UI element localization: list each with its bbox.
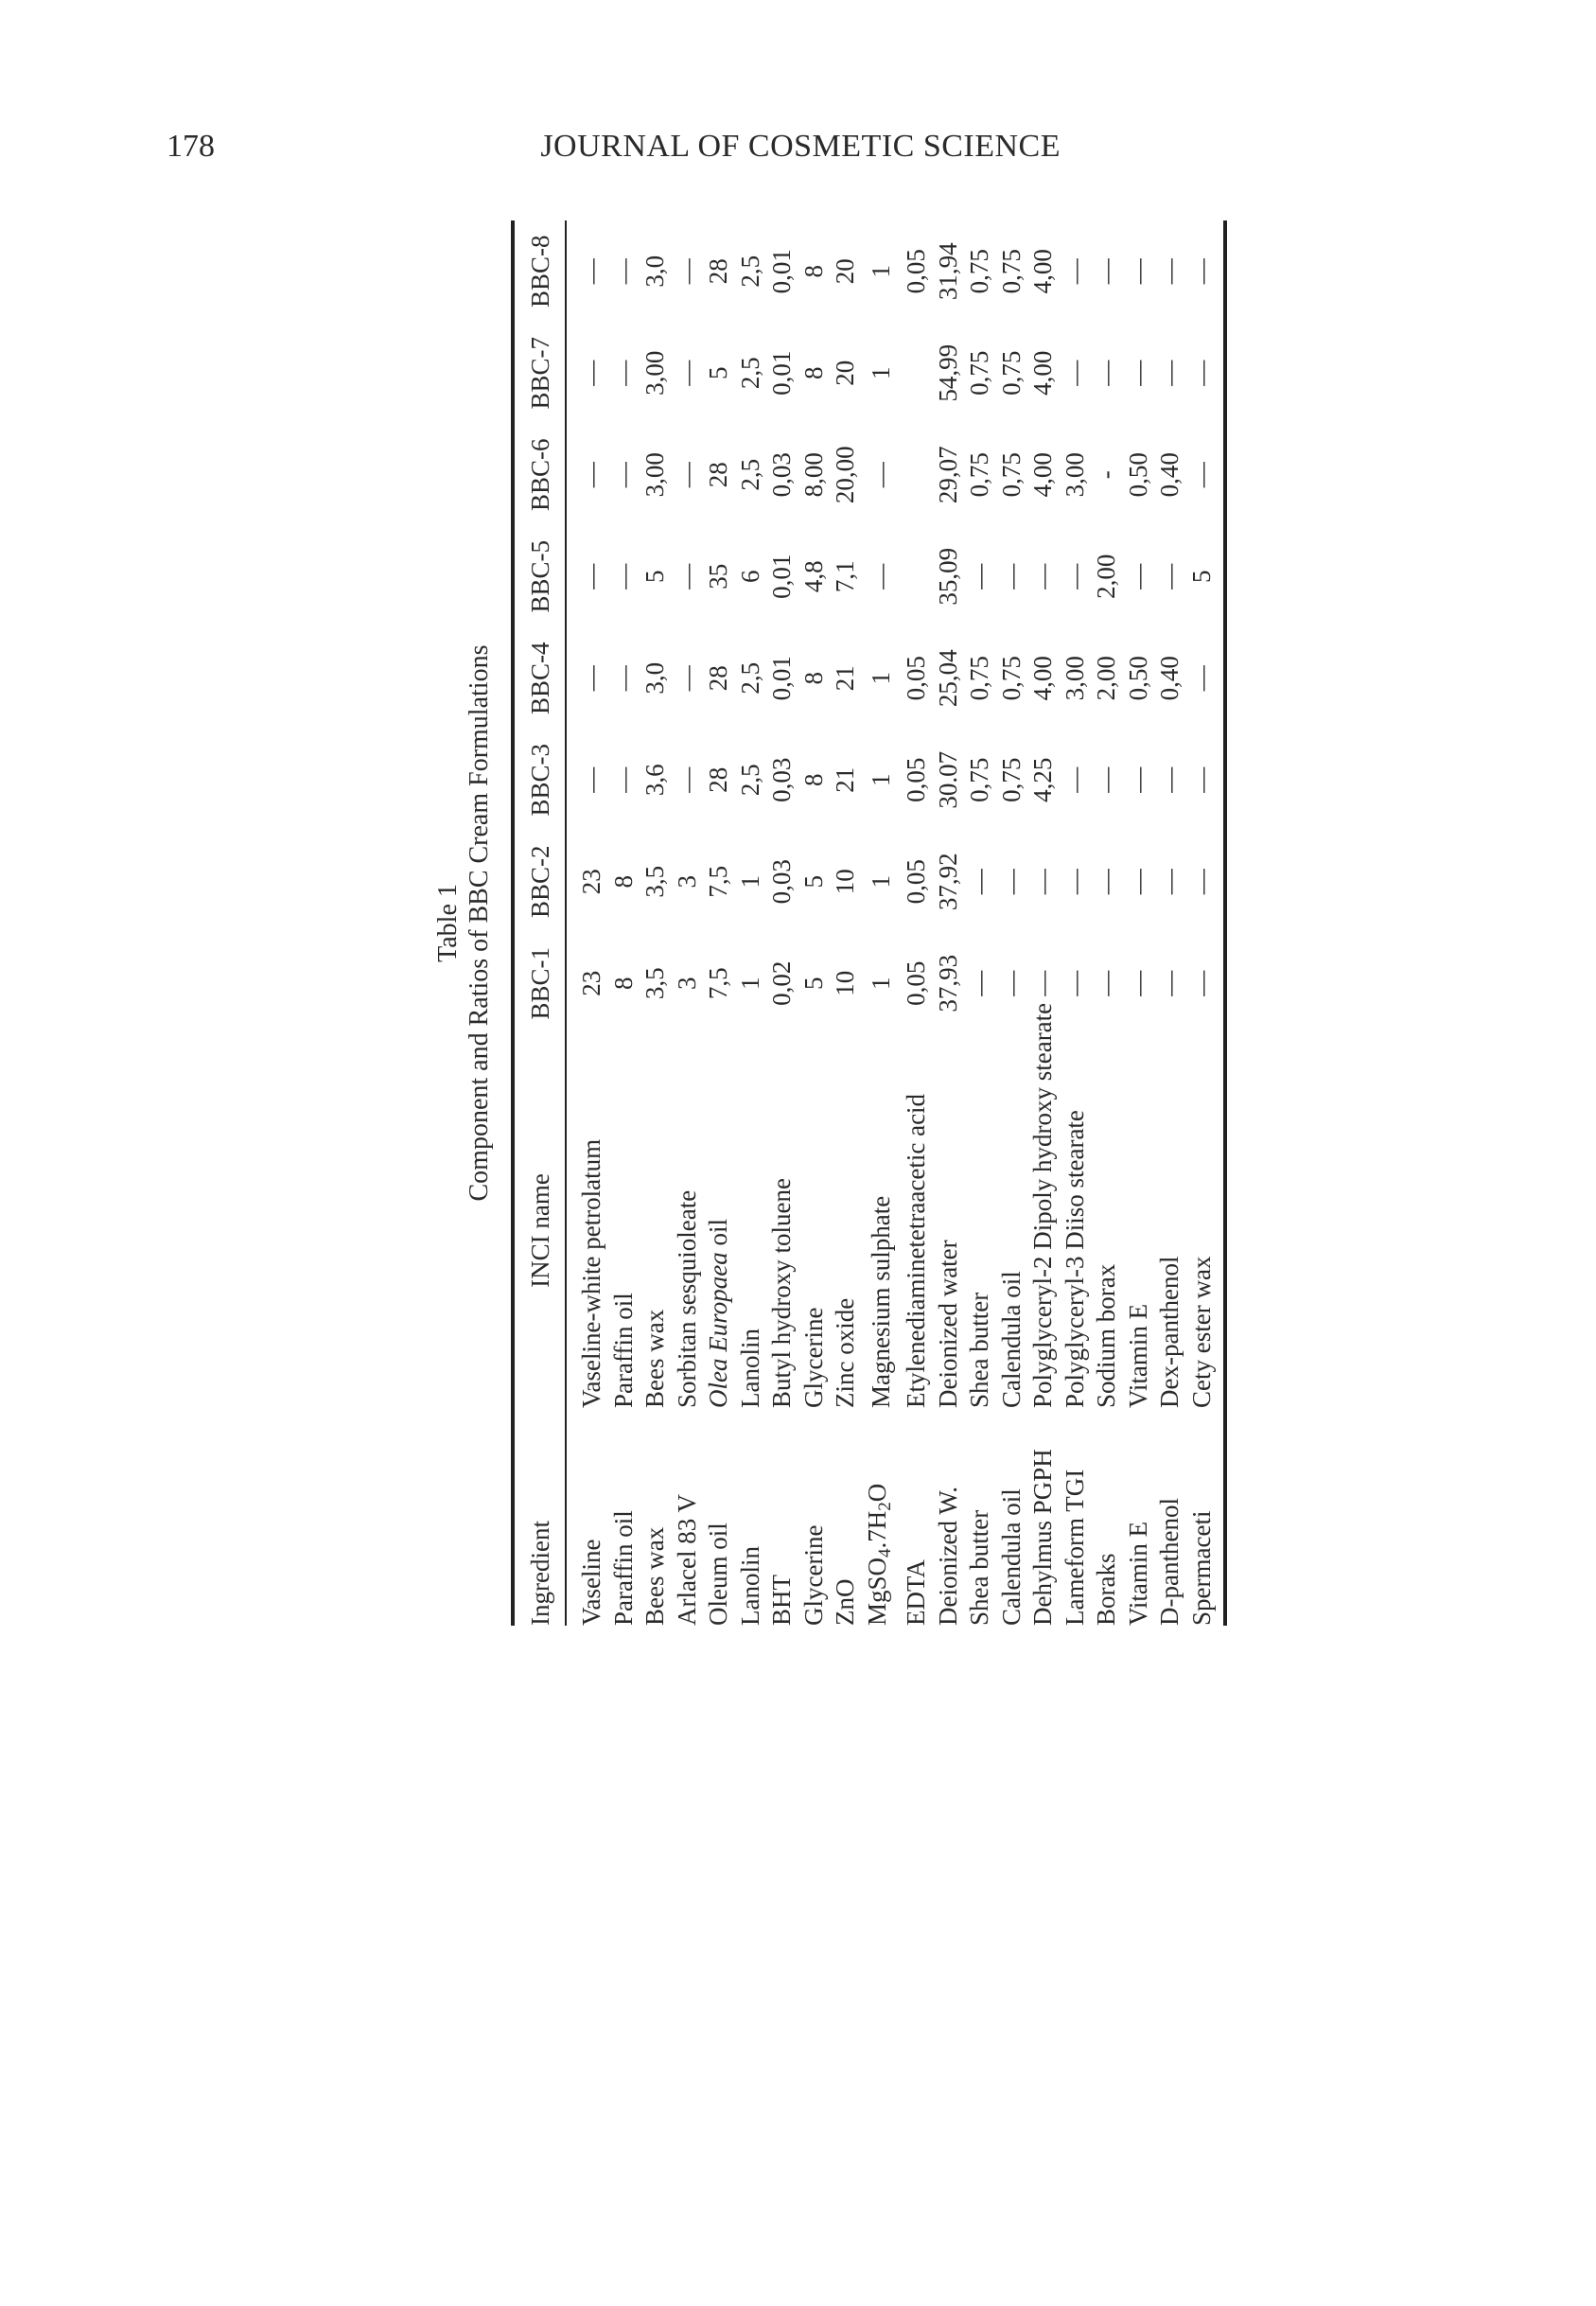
inci-cell: Cety ester wax	[1186, 1256, 1216, 1408]
value-cell: 20	[831, 258, 859, 285]
value-cell: 5	[1186, 570, 1216, 583]
column-header: BBC-1	[526, 946, 554, 1020]
value-cell: 8	[608, 875, 638, 889]
value-cell: 54,99	[933, 343, 962, 402]
value-cell: —	[965, 563, 993, 590]
value-cell: 28	[704, 258, 732, 285]
value-cell: 1	[866, 773, 895, 786]
inci-cell: Lanolin	[735, 1329, 764, 1408]
value-cell: 0,50	[1123, 656, 1152, 701]
value-cell: —	[672, 258, 701, 285]
value-cell: —	[1123, 970, 1152, 996]
value-cell: 3,5	[640, 865, 669, 898]
value-cell: —	[1186, 360, 1216, 386]
value-cell: —	[672, 665, 701, 692]
value-cell: 21	[831, 665, 859, 692]
value-cell: 20,00	[831, 446, 859, 504]
ingredient-cell: Shea butter	[965, 1509, 993, 1626]
inci-cell: Magnesium sulphate	[866, 1195, 895, 1408]
value-cell: —	[996, 563, 1026, 590]
ingredient-subscript: 4	[874, 1548, 895, 1558]
value-cell: 10	[831, 869, 859, 895]
value-cell: 4,8	[798, 560, 828, 593]
value-cell: 3,0	[640, 255, 669, 288]
value-cell: —	[608, 360, 638, 386]
ingredient-cell: ZnO	[831, 1578, 859, 1626]
value-cell: 0,05	[902, 960, 930, 1006]
ingredient-cell: Lanolin	[735, 1546, 764, 1626]
value-cell: —	[1155, 258, 1184, 285]
table-row	[1186, 220, 1219, 1626]
ingredient-cell: Calendula oil	[996, 1488, 1026, 1626]
value-cell: —	[1123, 563, 1152, 590]
value-cell: —	[1186, 258, 1216, 285]
inci-cell: Glycerine	[798, 1307, 828, 1408]
value-cell: 29,07	[933, 446, 962, 504]
value-cell: 8	[608, 977, 638, 990]
inci-cell: Dex-panthenol	[1155, 1256, 1184, 1408]
value-cell: —	[577, 563, 605, 590]
header-row	[515, 220, 565, 1626]
table-bottom-rule	[1223, 220, 1227, 1626]
value-cell: —	[1155, 563, 1184, 590]
value-cell: —	[1092, 766, 1120, 793]
inci-cell: Sodium borax	[1092, 1263, 1120, 1408]
table-title: Component and Ratios of BBC Cream Formulations	[465, 644, 494, 1202]
ingredient-cell: Lameform TGI	[1060, 1469, 1089, 1626]
ingredient-cell: EDTA	[902, 1559, 930, 1626]
table-row	[703, 220, 735, 1626]
table-row	[996, 220, 1028, 1626]
value-cell: —	[1060, 970, 1089, 996]
value-cell: 8	[798, 265, 828, 278]
ingredient-cell: Boraks	[1092, 1553, 1120, 1626]
value-cell: 0,75	[996, 656, 1026, 701]
value-cell: —	[672, 360, 701, 386]
column-header: BBC-7	[526, 336, 554, 410]
value-cell: 0,75	[965, 757, 993, 802]
value-cell: —	[608, 766, 638, 793]
ingredient-cell: Glycerine	[798, 1524, 828, 1626]
inci-cell: Polyglyceryl-2 Dipoly hydroxy stearate	[1028, 1002, 1057, 1408]
value-cell: 31,94	[933, 242, 962, 301]
inci-cell: Butyl hydroxy toluene	[767, 1178, 796, 1408]
value-cell: 0,05	[902, 757, 930, 802]
table-row	[933, 220, 965, 1626]
value-cell	[901, 323, 933, 425]
value-cell: —	[1123, 869, 1152, 895]
value-cell: 30.07	[933, 750, 962, 809]
value-cell: 8	[798, 773, 828, 786]
ingredient-cell: Oleum oil	[704, 1523, 732, 1626]
value-cell: 3	[672, 977, 701, 990]
value-cell: 2,5	[735, 458, 764, 491]
column-header: BBC-4	[526, 642, 554, 715]
value-cell: 0,05	[902, 859, 930, 905]
value-cell: 0,03	[767, 452, 796, 498]
inci-cell	[703, 1034, 735, 1427]
value-cell: —	[577, 766, 605, 793]
running-head: JOURNAL OF COSMETIC SCIENCE	[540, 129, 1061, 164]
value-cell: 7,1	[831, 560, 859, 593]
value-cell: 3,6	[640, 764, 669, 797]
value-cell: 0,02	[767, 960, 796, 1006]
value-cell: 0,40	[1155, 656, 1184, 701]
value-cell: 0,50	[1123, 452, 1152, 498]
value-cell: 5	[798, 875, 828, 889]
value-cell: —	[1060, 563, 1089, 590]
value-cell: —	[608, 258, 638, 285]
value-cell: —	[608, 563, 638, 590]
column-header: INCI name	[526, 1173, 554, 1288]
page-number: 178	[167, 129, 215, 164]
value-cell: 37,92	[933, 853, 962, 911]
value-cell: —	[1092, 869, 1120, 895]
table-row	[798, 220, 831, 1626]
value-cell: —	[1186, 766, 1216, 793]
value-cell: 28	[704, 462, 732, 488]
value-cell: 0,75	[996, 350, 1026, 396]
ingredient-cell: Spermaceti	[1186, 1510, 1216, 1626]
value-cell: 0,75	[965, 350, 993, 396]
value-cell: 2,5	[735, 357, 764, 390]
inci-cell: Bees wax	[640, 1309, 669, 1408]
value-cell: 4,00	[1028, 656, 1057, 701]
value-cell: 0,05	[902, 249, 930, 294]
value-cell: 28	[704, 766, 732, 793]
value-cell: 0,75	[996, 249, 1026, 294]
value-cell: —	[1155, 360, 1184, 386]
ingredient-cell: Vitamin E	[1123, 1521, 1152, 1626]
value-cell: —	[608, 462, 638, 488]
value-cell: 4,25	[1028, 757, 1057, 802]
ingredient-cell: Bees wax	[640, 1526, 669, 1626]
value-cell	[901, 424, 933, 526]
value-cell: —	[672, 462, 701, 488]
value-cell: 0,75	[965, 452, 993, 498]
value-cell: —	[1123, 766, 1152, 793]
ingredient-cell: BHT	[767, 1575, 796, 1626]
value-cell: —	[996, 869, 1026, 895]
value-cell: —	[1060, 360, 1089, 386]
value-cell: 3,00	[640, 350, 669, 396]
value-cell: 20	[831, 360, 859, 386]
value-cell: —	[577, 462, 605, 488]
value-cell: —	[1155, 970, 1184, 996]
value-cell: —	[866, 563, 895, 590]
value-cell: —	[1028, 970, 1057, 996]
value-cell: —	[1186, 970, 1216, 996]
value-cell: —	[608, 665, 638, 692]
value-cell: 23	[577, 970, 605, 996]
value-cell: 0,01	[767, 656, 796, 701]
table-row	[567, 220, 608, 1626]
inci-cell: Paraffin oil	[608, 1293, 638, 1408]
value-cell: 1	[735, 875, 764, 889]
value-cell: —	[1123, 360, 1152, 386]
table-row	[964, 220, 996, 1626]
table-row	[1154, 220, 1186, 1626]
value-cell: 8	[798, 672, 828, 685]
table-row	[735, 220, 767, 1626]
value-cell: 7,5	[704, 865, 732, 898]
value-cell: —	[1092, 360, 1120, 386]
value-cell	[901, 526, 933, 628]
value-cell: —	[1028, 563, 1057, 590]
ingredient-cell: Vaseline	[577, 1539, 605, 1626]
value-cell: 2,5	[735, 764, 764, 797]
table-row	[1123, 220, 1155, 1626]
value-cell: 1	[735, 977, 764, 990]
value-cell: 2,00	[1092, 656, 1120, 701]
value-cell: -	[1092, 470, 1120, 480]
table-row	[640, 220, 672, 1626]
value-cell: —	[1092, 258, 1120, 285]
ingredient-text: .7H	[862, 1510, 891, 1549]
value-cell: 0,40	[1155, 452, 1184, 498]
table-row	[766, 220, 798, 1626]
value-cell: 10	[831, 970, 859, 996]
table-label: Table 1	[433, 884, 463, 962]
value-cell: 1	[866, 366, 895, 379]
value-cell: —	[1186, 462, 1216, 488]
value-cell: 0,03	[767, 859, 796, 905]
value-cell: 4,00	[1028, 350, 1057, 396]
value-cell: 25,04	[933, 649, 962, 708]
value-cell: 2,00	[1092, 554, 1120, 599]
inci-cell: Sorbitan sesquioleate	[672, 1189, 701, 1408]
ingredient-cell: D-panthenol	[1155, 1498, 1184, 1626]
value-cell: —	[1060, 869, 1089, 895]
value-cell: 3	[672, 875, 701, 889]
value-cell: 0,75	[996, 452, 1026, 498]
value-cell: 2,5	[735, 661, 764, 695]
table-row	[1091, 220, 1123, 1626]
table-row	[1060, 220, 1092, 1626]
ingredient-cell: Arlacel 83 V	[672, 1494, 701, 1626]
value-cell: 0,01	[767, 554, 796, 599]
value-cell: —	[1186, 665, 1216, 692]
inci-cell: Deionized water	[933, 1240, 962, 1408]
table-container	[433, 220, 1216, 1626]
value-cell: 0,01	[767, 249, 796, 294]
value-cell: 1	[866, 265, 895, 278]
value-cell: 0,75	[965, 249, 993, 294]
table-row	[1027, 220, 1060, 1626]
value-cell: —	[1123, 258, 1152, 285]
table-row	[862, 220, 902, 1626]
table-row	[830, 220, 862, 1626]
value-cell: 7,5	[704, 967, 732, 1000]
column-header: BBC-5	[526, 539, 554, 613]
column-header: Ingredient	[526, 1521, 554, 1626]
value-cell: 0,03	[767, 757, 796, 802]
table-row	[672, 220, 704, 1626]
value-cell: 1	[866, 977, 895, 990]
value-cell: —	[577, 360, 605, 386]
value-cell: 1	[866, 672, 895, 685]
value-cell: 0,75	[965, 656, 993, 701]
value-cell: 4,00	[1028, 249, 1057, 294]
value-cell: 3,00	[1060, 452, 1089, 498]
value-cell: —	[965, 970, 993, 996]
value-cell: 2,5	[735, 255, 764, 288]
ingredient-subscript: 2	[874, 1502, 895, 1511]
value-cell: 21	[831, 766, 859, 793]
inci-italic-text: Olea Europaea	[704, 1252, 732, 1408]
value-cell: 3,00	[1060, 656, 1089, 701]
value-cell: 3,00	[640, 452, 669, 498]
value-cell: —	[996, 970, 1026, 996]
ingredient-cell	[862, 1427, 902, 1626]
value-cell: —	[1155, 766, 1184, 793]
table-row	[608, 220, 640, 1626]
table-row	[901, 220, 933, 1626]
inci-text: oil	[704, 1219, 732, 1253]
value-cell: 5	[640, 570, 669, 583]
column-header: BBC-8	[526, 235, 554, 308]
value-cell: 8	[798, 366, 828, 379]
value-cell: —	[1028, 869, 1057, 895]
value-cell: 3,0	[640, 661, 669, 695]
value-cell: —	[1060, 766, 1089, 793]
value-cell: 0,05	[902, 656, 930, 701]
value-cell: —	[672, 563, 701, 590]
value-cell: 35	[704, 563, 732, 590]
value-cell: —	[866, 462, 895, 488]
value-cell: —	[1186, 869, 1216, 895]
ingredient-text: O	[862, 1483, 891, 1503]
formulation-table	[515, 220, 1218, 1626]
value-cell: 6	[735, 570, 764, 583]
inci-cell: Zinc oxide	[831, 1297, 859, 1408]
value-cell: —	[577, 258, 605, 285]
value-cell: —	[672, 766, 701, 793]
value-cell: 37,93	[933, 954, 962, 1012]
value-cell: —	[965, 869, 993, 895]
table-caption	[433, 220, 496, 1626]
value-cell: 3,5	[640, 967, 669, 1000]
value-cell: 4,00	[1028, 452, 1057, 498]
value-cell: —	[577, 665, 605, 692]
column-header: BBC-6	[526, 438, 554, 512]
inci-cell: Calendula oil	[996, 1271, 1026, 1408]
ingredient-cell: Dehylmus PGPH	[1028, 1449, 1057, 1626]
column-header: BBC-3	[526, 743, 554, 817]
column-header: BBC-2	[526, 845, 554, 919]
value-cell: —	[1155, 869, 1184, 895]
ingredient-cell: Paraffin oil	[608, 1510, 638, 1626]
inci-cell: Vitamin E	[1123, 1303, 1152, 1408]
ingredient-cell: Deionized W.	[933, 1487, 962, 1626]
value-cell: 28	[704, 665, 732, 692]
value-cell: 0,01	[767, 350, 796, 396]
ingredient-text: MgSO	[862, 1557, 891, 1626]
value-cell: 1	[866, 875, 895, 889]
inci-cell: Shea butter	[965, 1292, 993, 1408]
value-cell: 0,75	[996, 757, 1026, 802]
value-cell: 5	[704, 366, 732, 379]
value-cell: 8,00	[798, 452, 828, 498]
inci-cell: Etylenediaminetetraacetic acid	[902, 1093, 930, 1408]
value-cell: 5	[798, 977, 828, 990]
inci-cell: Vaseline-white petrolatum	[577, 1138, 605, 1408]
value-cell: 35,09	[933, 547, 962, 606]
inci-cell: Polyglyceryl-3 Diiso stearate	[1060, 1110, 1089, 1408]
value-cell: —	[1060, 258, 1089, 285]
value-cell: —	[1092, 970, 1120, 996]
value-cell: 23	[577, 869, 605, 895]
